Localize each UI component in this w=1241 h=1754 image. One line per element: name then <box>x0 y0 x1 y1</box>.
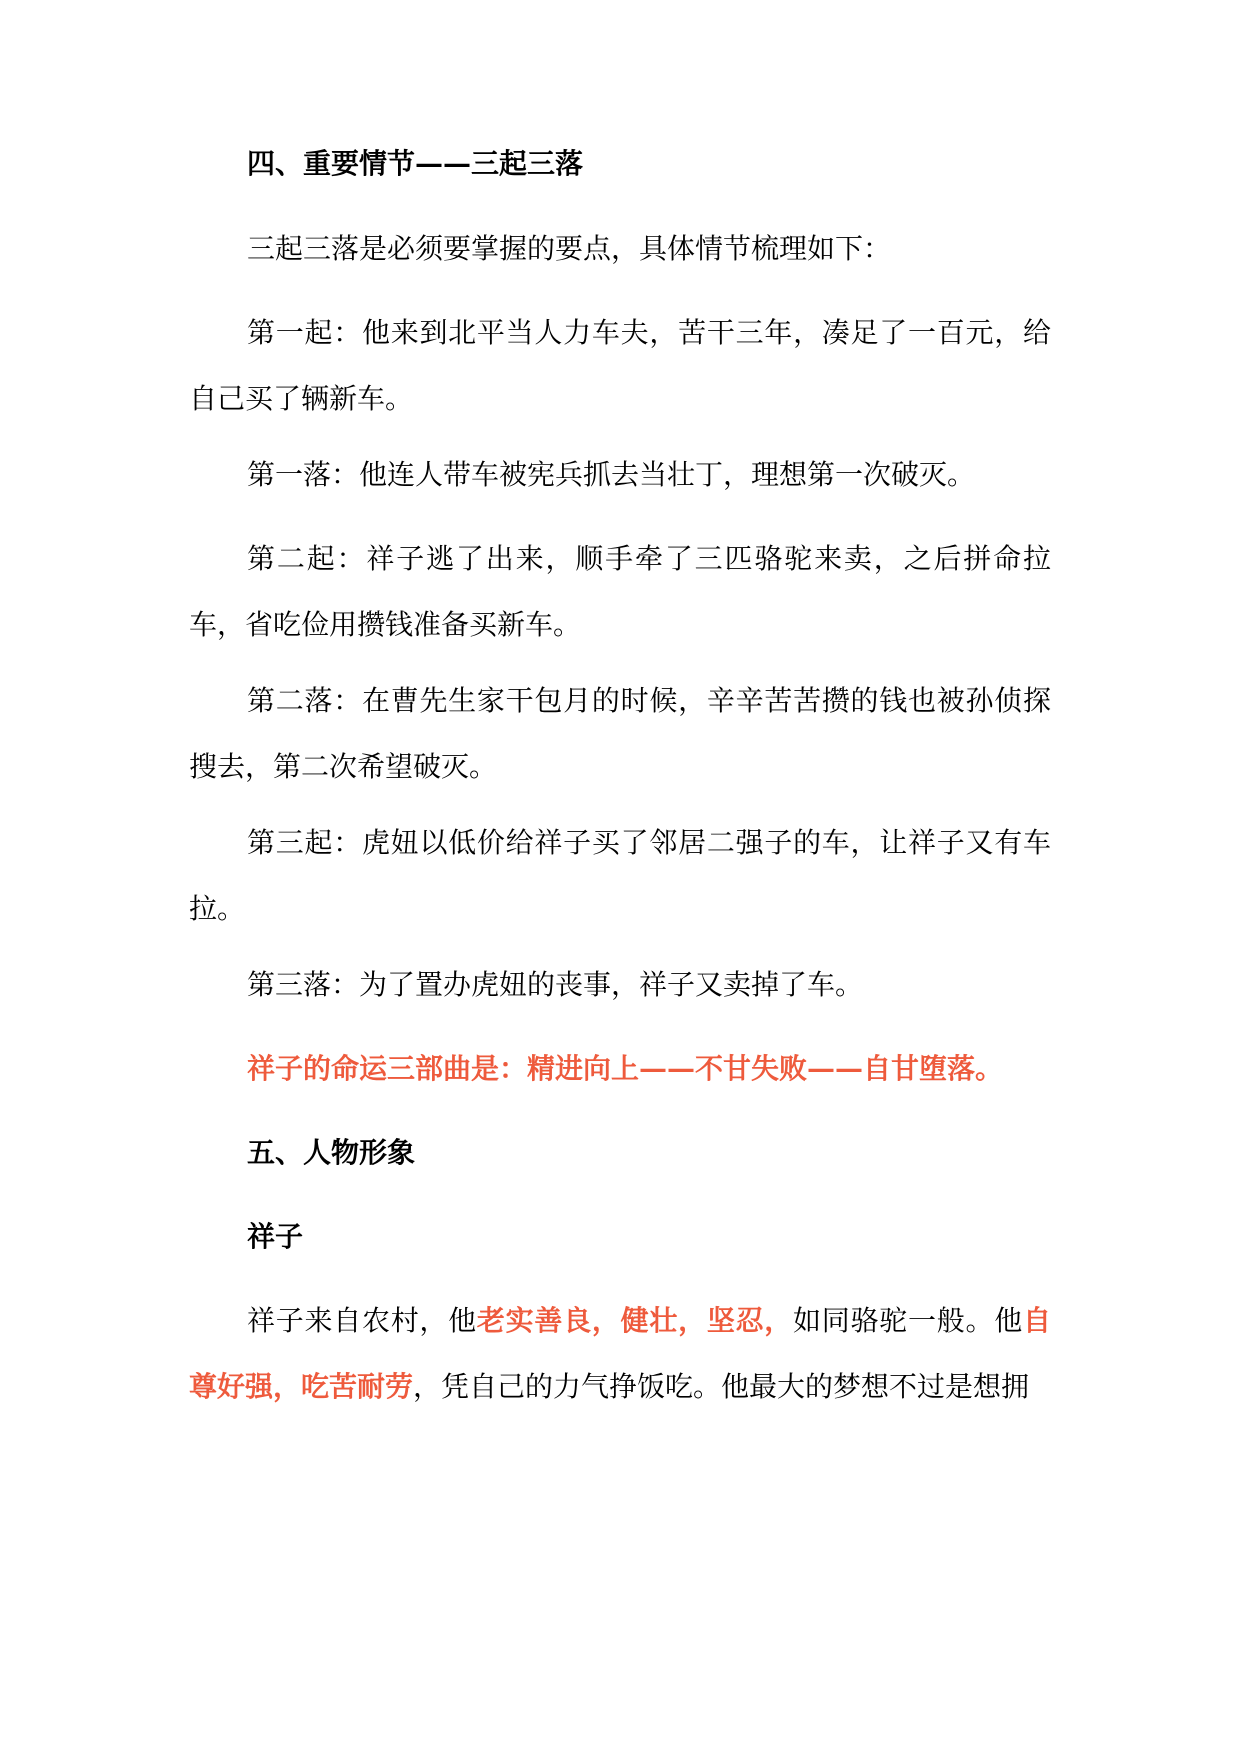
description-text-3: ，凭自己的力气挣饭吃。他最大的梦想不过是想拥 <box>413 1370 1030 1403</box>
section-heading-characters: 五、人物形象 <box>247 1136 416 1169</box>
description-highlight-2: 自尊好强，吃苦耐劳 <box>189 1304 1051 1403</box>
description-text-1: 祥子来自农村，他 <box>247 1304 477 1337</box>
plot-event-rise-2: 第二起：祥子逃了出来，顺手牵了三匹骆驼来卖，之后拼命拉车，省吃俭用攒钱准备买新车。 <box>189 542 1051 641</box>
character-description <box>189 1288 1051 1420</box>
section-heading-plot: 四、重要情节——三起三落 <box>247 147 584 180</box>
plot-event-fall-1: 第一落：他连人带车被宪兵抓去当壮丁，理想第一次破灭。 <box>247 458 976 491</box>
description-highlight-1: 老实善良，健壮，坚忍， <box>476 1304 794 1337</box>
plot-event-fall-2: 第二落：在曹先生家干包月的时候，辛辛苦苦攒的钱也被孙侦探搜去，第二次希望破灭。 <box>189 684 1051 783</box>
plot-event-rise-3: 第三起：虎妞以低价给祥子买了邻居二强子的车，让祥子又有车拉。 <box>189 826 1051 925</box>
description-text-2: 如同骆驼一般。他 <box>793 1304 1023 1337</box>
plot-intro: 三起三落是必须要掌握的要点，具体情节梳理如下： <box>247 232 892 265</box>
plot-event-fall-3: 第三落：为了置办虎妞的丧事，祥子又卖掉了车。 <box>247 968 864 1001</box>
character-name: 祥子 <box>247 1220 304 1253</box>
fate-summary: 祥子的命运三部曲是：精进向上——不甘失败——自甘堕落。 <box>247 1052 1004 1085</box>
plot-event-rise-1: 第一起：他来到北平当人力车夫，苦干三年，凑足了一百元，给自己买了辆新车。 <box>189 316 1051 415</box>
